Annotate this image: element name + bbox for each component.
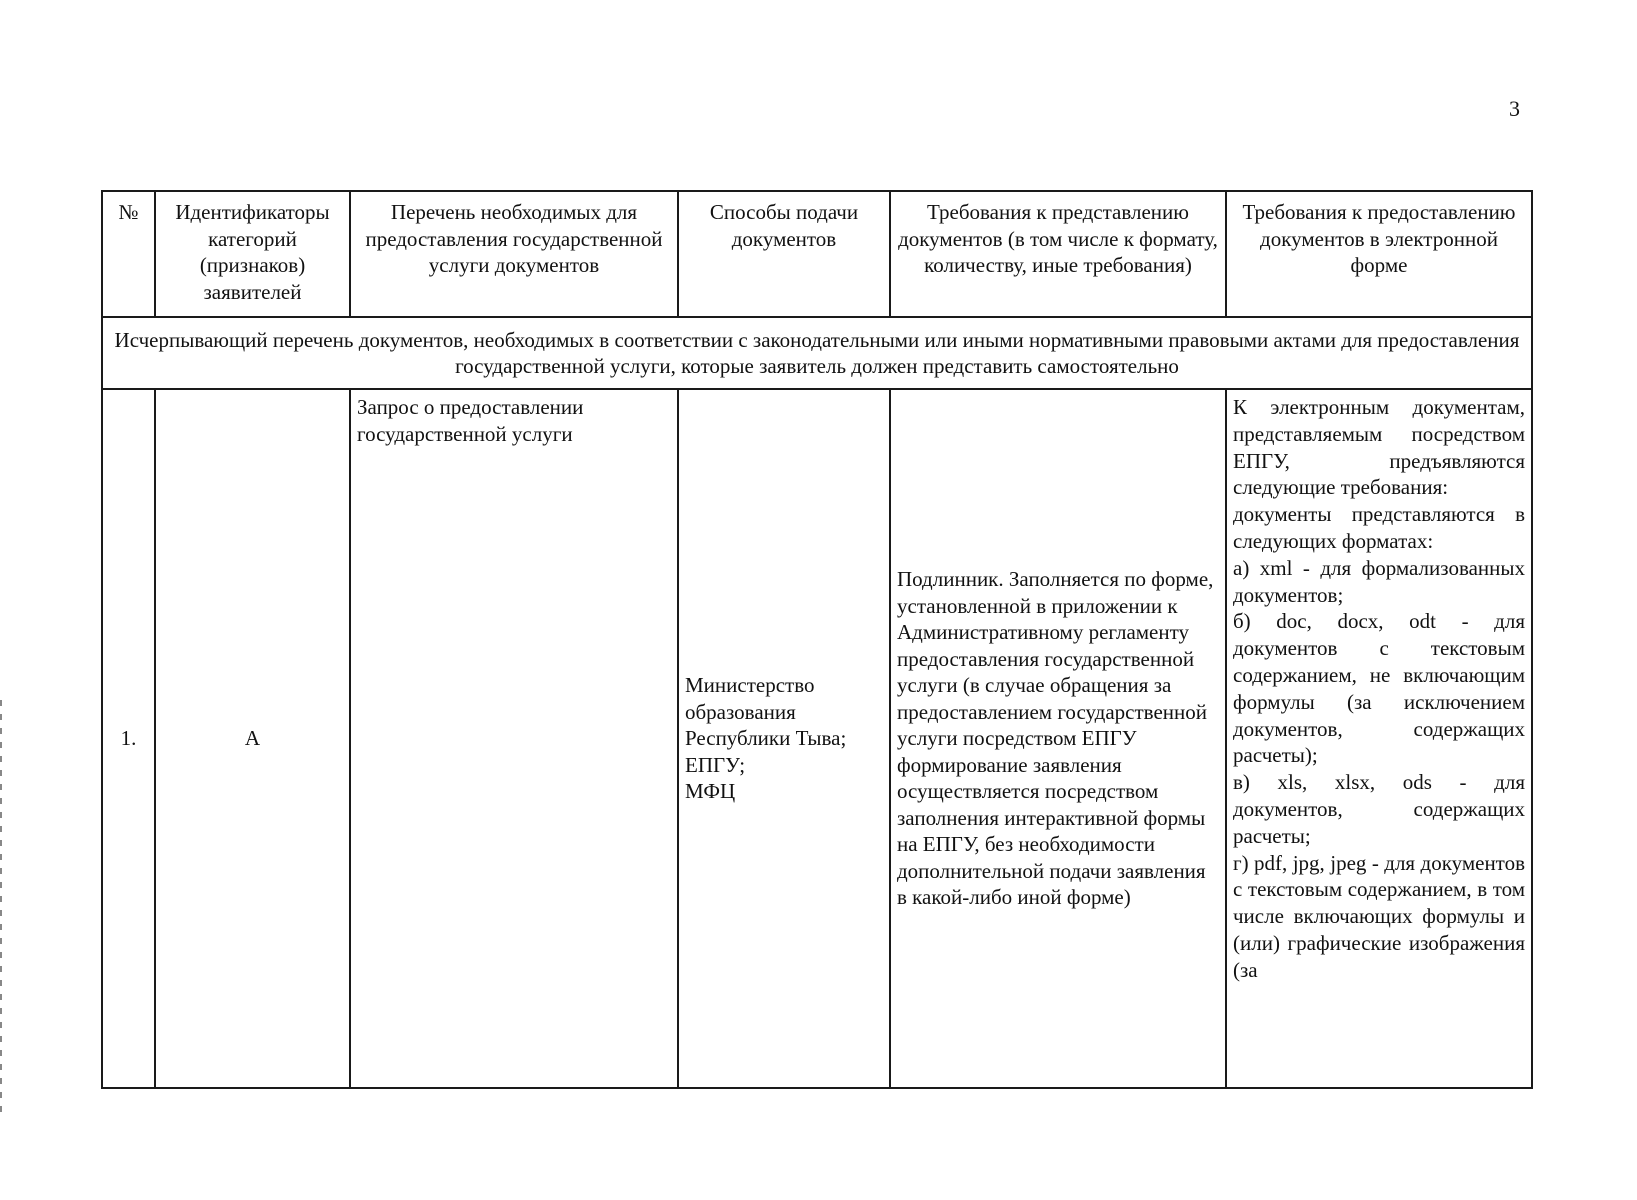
section-title: Исчерпывающий перечень документов, необходимых в соответствии с законодательными или иными нормативными правовыми актами для предоставления государственной услуги, которые заявитель должен представить самостоятельно [102,317,1532,389]
page-number: 3 [1509,96,1520,121]
ereq-item-a: а) xml - для формализованных документов; [1233,555,1525,607]
method-ministry: Министерство образования Республики Тыва; [685,673,847,751]
header-requirements: Требования к представлению документов (в том числе к формату, количеству, иные требования) [890,191,1226,317]
row-methods [678,389,890,1088]
ereq-item-c: в) xls, xlsx, ods - для документов, содержащих расчеты; [1233,770,1525,848]
ereq-intro: К электронным документам, представляемым посредством ЕПГУ, предъявляются следующие требования: [1233,395,1525,500]
row-category: А [155,389,350,1088]
header-electronic-requirements: Требования к предоставлению документов в электронной форме [1226,191,1532,317]
table-row [102,389,1532,1088]
table-header-row [102,191,1532,317]
row-number: 1. [102,389,155,1088]
header-submission-methods: Способы подачи документов [678,191,890,317]
header-category: Идентификаторы категорий (признаков) заявителей [155,191,350,317]
row-document: Запрос о предоставлении государственной услуги [350,389,678,1088]
header-number: № [102,191,155,317]
ereq-formats: документы представляются в следующих форматах: [1233,502,1525,553]
scan-edge-artifact [0,700,2,1120]
row-electronic-requirements [1226,389,1532,1088]
row-requirements: Подлинник. Заполняется по форме, установленной в приложении к Административному регламенту предоставления государственной услуги (в случае обращения за предоставлением государственной услуги посредством ЕПГУ формирование заявления осуществляется посредством заполнения интерактивной формы на ЕПГУ, без необходимости дополнительной подачи заявления в какой-либо иной форме) [890,389,1226,1088]
documents-table [101,190,1533,1089]
method-mfc: МФЦ [685,779,736,804]
section-row [102,317,1532,389]
method-epgu: ЕПГУ; [685,752,746,777]
ereq-item-d: г) pdf, jpg, jpeg - для документов с текстовым содержанием, в том числе включающих формулы и (или) графические изображения (за [1233,850,1525,982]
ereq-item-b: б) doc, docx, odt - для документов с текстовым содержанием, не включающим формулы (за исключением документов, содержащих расчеты); [1233,609,1525,768]
header-document-list: Перечень необходимых для предоставления государственной услуги документов [350,191,678,317]
